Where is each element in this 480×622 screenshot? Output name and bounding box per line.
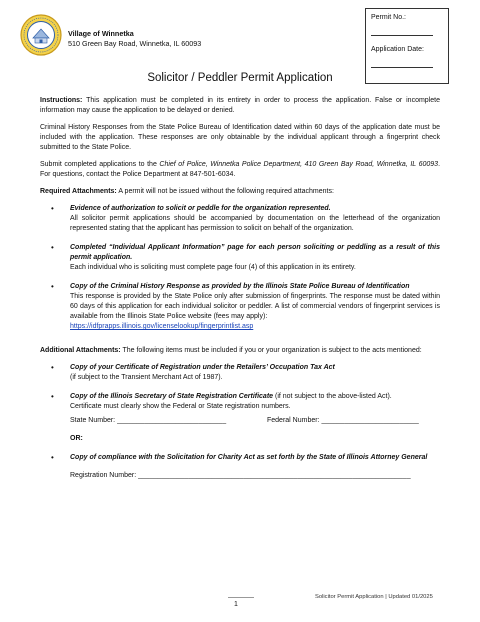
- attachment-heading: Completed “Individual Applicant Information” page for each person soliciting or peddling as a result of this permit application.: [70, 244, 440, 261]
- organization-address: 510 Green Bay Road, Winnetka, IL 60093: [68, 39, 202, 48]
- instructions-text: This application must be completed in its entirety in order to process the application. False or incomplete information may cause the application to be delayed or denied.: [40, 97, 440, 114]
- bullet-icon: •: [51, 363, 54, 372]
- list-item: [40, 392, 440, 444]
- bullet-icon: •: [51, 453, 54, 462]
- submit-paragraph: [40, 160, 440, 180]
- attachment-body: This response is provided by the State Police only after submission of fingerprints. The response must be dated within 60 days of this application for each individual solicitor or peddler. A list of commercial vendors of fingerprint services is available from the Illinois State Police website (fees may apply):: [70, 293, 440, 320]
- document-body: [40, 96, 440, 490]
- required-attachments-list: [40, 204, 440, 332]
- bullet-icon: •: [51, 243, 54, 252]
- permit-number-label: Permit No.:: [371, 14, 407, 21]
- submit-prefix: Submit completed applications to the: [40, 161, 157, 168]
- list-item: [40, 282, 440, 332]
- instructions-label: Instructions:: [40, 97, 83, 104]
- additional-attachments-intro: [40, 346, 440, 356]
- footer-divider: [228, 597, 254, 598]
- application-date-label: Application Date:: [371, 46, 424, 53]
- additional-attachments-text: The following items must be included if you or your organization is subject to the acts mentioned:: [122, 347, 422, 354]
- attachment-heading: Evidence of authorization to solicit or peddle for the organization represented.: [70, 205, 331, 212]
- required-attachments-label: Required Attachments:: [40, 188, 117, 195]
- additional-attachments-list: [40, 363, 440, 481]
- bullet-icon: •: [51, 392, 54, 401]
- village-seal-icon: [20, 14, 62, 56]
- bullet-icon: •: [51, 282, 54, 291]
- registration-number-fields: [70, 416, 440, 428]
- attachment-heading: Copy of the Illinois Secretary of State Registration Certificate: [70, 393, 274, 400]
- attachment-heading: Copy of the Criminal History Response as provided by the Illinois State Police Bureau of Identification: [70, 283, 410, 290]
- list-item: [40, 204, 440, 234]
- federal-number-field[interactable]: Federal Number: _________________________: [267, 417, 419, 424]
- attachment-body: (if subject to the Transient Merchant Act of 1987).: [70, 374, 223, 381]
- list-item: [40, 363, 440, 383]
- fingerprint-list-link[interactable]: https://idfprapps.illinois.gov/licenselookup/fingerprintlist.asp: [70, 323, 254, 330]
- attachment-heading-suffix: (if not subject to the above-listed Act).: [273, 393, 392, 400]
- attachment-heading: Copy of compliance with the Solicitation for Charity Act as set forth by the State of Illinois Attorney General: [70, 454, 428, 461]
- bullet-icon: •: [51, 204, 54, 213]
- attachment-body: Each individual who is soliciting must complete page four (4) of this application in its entirety.: [70, 264, 356, 271]
- state-number-field[interactable]: State Number: ____________________________: [70, 417, 227, 424]
- page-number: 1: [234, 601, 238, 608]
- submit-address: Chief of Police, Winnetka Police Department, 410 Green Bay Road, Winnetka, IL 60093: [159, 161, 439, 168]
- attachment-body: All solicitor permit applications should be accompanied by documentation on the letterhead of the organization represented stating that the applicant has permission to solicit on behalf of the organization.: [70, 215, 440, 232]
- footer-document-info: Solicitor Permit Application | Updated 01/2025: [315, 594, 433, 600]
- registration-number-field[interactable]: Registration Number: ______________________________________________________________________: [70, 472, 411, 479]
- required-attachments-intro: [40, 187, 440, 197]
- instructions-paragraph: [40, 96, 440, 116]
- list-item: [40, 243, 440, 273]
- attachment-body: Certificate must clearly show the Federal or State registration numbers.: [70, 403, 291, 410]
- additional-attachments-label: Additional Attachments:: [40, 347, 121, 354]
- page-title: Solicitor / Peddler Permit Application: [147, 72, 333, 84]
- organization-name: Village of Winnetka: [68, 29, 134, 38]
- permit-number-field[interactable]: [371, 25, 433, 36]
- list-item: [40, 453, 440, 481]
- organization-header: [68, 29, 201, 49]
- or-label: OR:: [70, 435, 83, 442]
- attachment-heading: Copy of your Certificate of Registration under the Retailers’ Occupation Tax Act: [70, 364, 335, 371]
- required-attachments-text: A permit will not be issued without the following required attachments:: [118, 188, 334, 195]
- application-date-field[interactable]: [371, 57, 433, 68]
- criminal-history-paragraph: Criminal History Responses from the State Police Bureau of Identification dated within 60 days of the application date must be included with the application. These responses are only obtainable by the individual applicant through a fingerprint check submitted to the State Police.: [40, 124, 440, 151]
- submit-suffix: . For questions, contact the Police Department at 847-501-6034.: [40, 161, 441, 178]
